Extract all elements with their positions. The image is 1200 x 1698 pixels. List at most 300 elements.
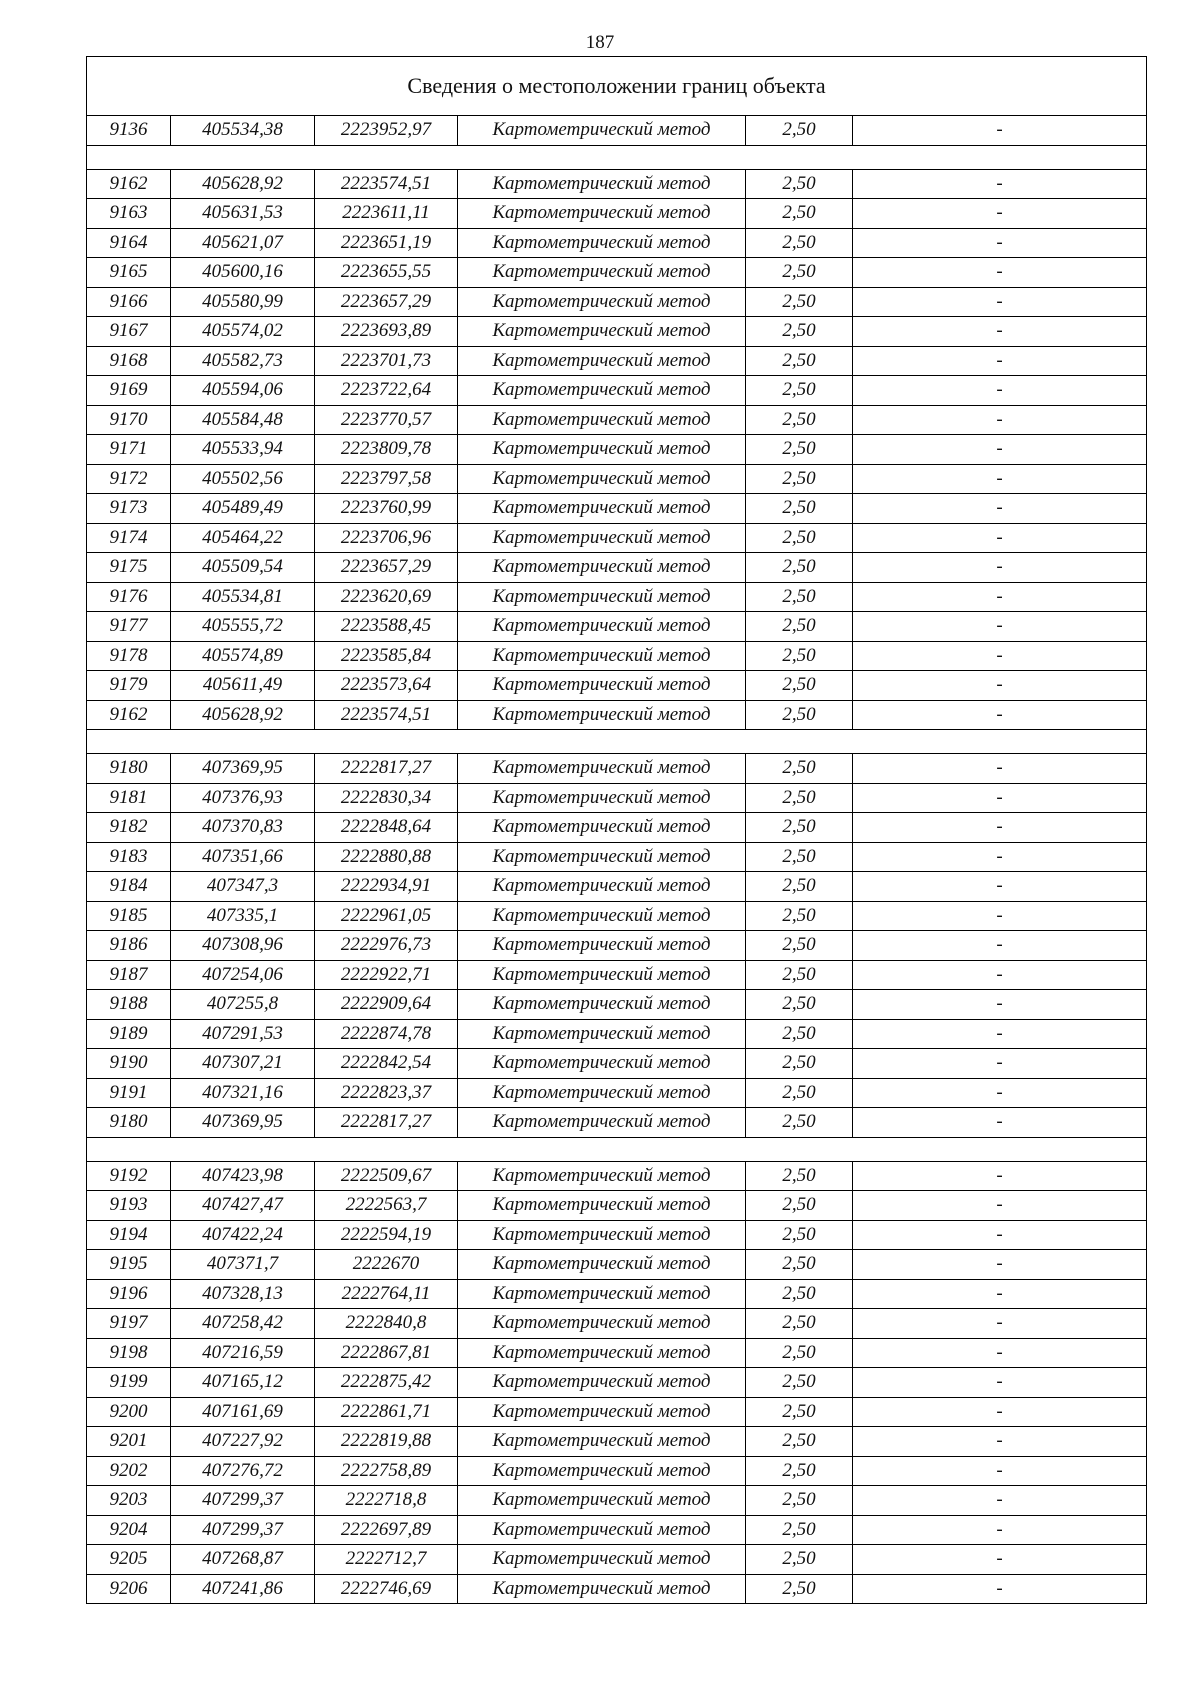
accuracy-cell: 2,50 <box>746 553 853 583</box>
method-cell: Картометрический метод <box>458 346 746 376</box>
accuracy-cell: 2,50 <box>746 1220 853 1250</box>
y-coordinate-cell: 2222819,88 <box>315 1427 458 1457</box>
point-number-cell: 9184 <box>87 872 171 902</box>
description-cell: - <box>853 813 1147 843</box>
y-coordinate-cell: 2223611,11 <box>315 199 458 229</box>
x-coordinate-cell: 407307,21 <box>171 1049 315 1079</box>
accuracy-cell: 2,50 <box>746 1250 853 1280</box>
description-cell: - <box>853 1309 1147 1339</box>
x-coordinate-cell: 407258,42 <box>171 1309 315 1339</box>
point-number-cell: 9206 <box>87 1574 171 1604</box>
point-number-cell: 9168 <box>87 346 171 376</box>
accuracy-cell: 2,50 <box>746 464 853 494</box>
point-number-cell: 9195 <box>87 1250 171 1280</box>
y-coordinate-cell: 2222909,64 <box>315 990 458 1020</box>
description-cell: - <box>853 641 1147 671</box>
point-number-cell: 9199 <box>87 1368 171 1398</box>
table-row <box>87 783 1147 813</box>
group-separator-row <box>87 730 1147 754</box>
y-coordinate-cell: 2223620,69 <box>315 582 458 612</box>
group-separator-row <box>87 145 1147 169</box>
accuracy-cell: 2,50 <box>746 671 853 701</box>
table-row <box>87 641 1147 671</box>
point-number-cell: 9186 <box>87 931 171 961</box>
point-number-cell: 9192 <box>87 1161 171 1191</box>
y-coordinate-cell: 2222670 <box>315 1250 458 1280</box>
point-number-cell: 9203 <box>87 1486 171 1516</box>
description-cell: - <box>853 228 1147 258</box>
method-cell: Картометрический метод <box>458 464 746 494</box>
point-number-cell: 9200 <box>87 1397 171 1427</box>
y-coordinate-cell: 2223651,19 <box>315 228 458 258</box>
accuracy-cell: 2,50 <box>746 872 853 902</box>
x-coordinate-cell: 407227,92 <box>171 1427 315 1457</box>
x-coordinate-cell: 407335,1 <box>171 901 315 931</box>
table-row <box>87 931 1147 961</box>
table-row <box>87 582 1147 612</box>
x-coordinate-cell: 407328,13 <box>171 1279 315 1309</box>
table-row <box>87 553 1147 583</box>
x-coordinate-cell: 405600,16 <box>171 258 315 288</box>
method-cell: Картометрический метод <box>458 1574 746 1604</box>
accuracy-cell: 2,50 <box>746 1309 853 1339</box>
method-cell: Картометрический метод <box>458 1338 746 1368</box>
point-number-cell: 9182 <box>87 813 171 843</box>
method-cell: Картометрический метод <box>458 1250 746 1280</box>
x-coordinate-cell: 407422,24 <box>171 1220 315 1250</box>
table-row <box>87 169 1147 199</box>
description-cell: - <box>853 435 1147 465</box>
description-cell: - <box>853 376 1147 406</box>
description-cell: - <box>853 990 1147 1020</box>
x-coordinate-cell: 405584,48 <box>171 405 315 435</box>
y-coordinate-cell: 2223588,45 <box>315 612 458 642</box>
table-row <box>87 842 1147 872</box>
method-cell: Картометрический метод <box>458 494 746 524</box>
point-number-cell: 9177 <box>87 612 171 642</box>
x-coordinate-cell: 407161,69 <box>171 1397 315 1427</box>
table-row <box>87 1220 1147 1250</box>
description-cell: - <box>853 582 1147 612</box>
description-cell: - <box>853 612 1147 642</box>
y-coordinate-cell: 2222934,91 <box>315 872 458 902</box>
x-coordinate-cell: 407321,16 <box>171 1078 315 1108</box>
y-coordinate-cell: 2223657,29 <box>315 553 458 583</box>
description-cell: - <box>853 1250 1147 1280</box>
table-row <box>87 1397 1147 1427</box>
description-cell: - <box>853 783 1147 813</box>
method-cell: Картометрический метод <box>458 1279 746 1309</box>
table-row <box>87 116 1147 146</box>
y-coordinate-cell: 2223574,51 <box>315 700 458 730</box>
table-title-row <box>87 57 1147 116</box>
point-number-cell: 9185 <box>87 901 171 931</box>
table-row <box>87 1279 1147 1309</box>
accuracy-cell: 2,50 <box>746 582 853 612</box>
accuracy-cell: 2,50 <box>746 1019 853 1049</box>
accuracy-cell: 2,50 <box>746 700 853 730</box>
point-number-cell: 9204 <box>87 1515 171 1545</box>
point-number-cell: 9170 <box>87 405 171 435</box>
y-coordinate-cell: 2223701,73 <box>315 346 458 376</box>
table-row <box>87 258 1147 288</box>
point-number-cell: 9198 <box>87 1338 171 1368</box>
y-coordinate-cell: 2222861,71 <box>315 1397 458 1427</box>
method-cell: Картометрический метод <box>458 783 746 813</box>
description-cell: - <box>853 931 1147 961</box>
method-cell: Картометрический метод <box>458 960 746 990</box>
description-cell: - <box>853 1456 1147 1486</box>
method-cell: Картометрический метод <box>458 1191 746 1221</box>
page-number: 187 <box>585 32 615 53</box>
x-coordinate-cell: 405464,22 <box>171 523 315 553</box>
accuracy-cell: 2,50 <box>746 1279 853 1309</box>
description-cell: - <box>853 1574 1147 1604</box>
description-cell: - <box>853 258 1147 288</box>
method-cell: Картометрический метод <box>458 199 746 229</box>
method-cell: Картометрический метод <box>458 582 746 612</box>
method-cell: Картометрический метод <box>458 523 746 553</box>
table-row <box>87 901 1147 931</box>
table-row <box>87 287 1147 317</box>
point-number-cell: 9165 <box>87 258 171 288</box>
table-row <box>87 612 1147 642</box>
accuracy-cell: 2,50 <box>746 258 853 288</box>
x-coordinate-cell: 407255,8 <box>171 990 315 1020</box>
method-cell: Картометрический метод <box>458 228 746 258</box>
y-coordinate-cell: 2222867,81 <box>315 1338 458 1368</box>
method-cell: Картометрический метод <box>458 612 746 642</box>
point-number-cell: 9188 <box>87 990 171 1020</box>
table-row <box>87 1019 1147 1049</box>
accuracy-cell: 2,50 <box>746 783 853 813</box>
accuracy-cell: 2,50 <box>746 287 853 317</box>
y-coordinate-cell: 2222817,27 <box>315 754 458 784</box>
x-coordinate-cell: 405502,56 <box>171 464 315 494</box>
method-cell: Картометрический метод <box>458 258 746 288</box>
table-row <box>87 199 1147 229</box>
description-cell: - <box>853 494 1147 524</box>
description-cell: - <box>853 960 1147 990</box>
point-number-cell: 9163 <box>87 199 171 229</box>
y-coordinate-cell: 2223952,97 <box>315 116 458 146</box>
table-row <box>87 1574 1147 1604</box>
table-row <box>87 1338 1147 1368</box>
accuracy-cell: 2,50 <box>746 116 853 146</box>
y-coordinate-cell: 2223574,51 <box>315 169 458 199</box>
description-cell: - <box>853 523 1147 553</box>
accuracy-cell: 2,50 <box>746 1078 853 1108</box>
x-coordinate-cell: 407308,96 <box>171 931 315 961</box>
point-number-cell: 9164 <box>87 228 171 258</box>
accuracy-cell: 2,50 <box>746 523 853 553</box>
point-number-cell: 9180 <box>87 754 171 784</box>
table-row <box>87 1515 1147 1545</box>
description-cell: - <box>853 1078 1147 1108</box>
accuracy-cell: 2,50 <box>746 1368 853 1398</box>
table-row <box>87 346 1147 376</box>
method-cell: Картометрический метод <box>458 169 746 199</box>
table-row <box>87 700 1147 730</box>
method-cell: Картометрический метод <box>458 1019 746 1049</box>
accuracy-cell: 2,50 <box>746 228 853 258</box>
point-number-cell: 9176 <box>87 582 171 612</box>
table-row <box>87 1486 1147 1516</box>
x-coordinate-cell: 407165,12 <box>171 1368 315 1398</box>
y-coordinate-cell: 2223693,89 <box>315 317 458 347</box>
table-title: Сведения о местоположении границ объекта <box>87 57 1147 116</box>
description-cell: - <box>853 116 1147 146</box>
method-cell: Картометрический метод <box>458 1309 746 1339</box>
description-cell: - <box>853 700 1147 730</box>
y-coordinate-cell: 2222922,71 <box>315 960 458 990</box>
accuracy-cell: 2,50 <box>746 199 853 229</box>
method-cell: Картометрический метод <box>458 700 746 730</box>
description-cell: - <box>853 1191 1147 1221</box>
x-coordinate-cell: 407427,47 <box>171 1191 315 1221</box>
x-coordinate-cell: 405594,06 <box>171 376 315 406</box>
accuracy-cell: 2,50 <box>746 1108 853 1138</box>
accuracy-cell: 2,50 <box>746 1427 853 1457</box>
x-coordinate-cell: 405621,07 <box>171 228 315 258</box>
y-coordinate-cell: 2222875,42 <box>315 1368 458 1398</box>
accuracy-cell: 2,50 <box>746 641 853 671</box>
table-row <box>87 671 1147 701</box>
x-coordinate-cell: 407299,37 <box>171 1515 315 1545</box>
description-cell: - <box>853 1161 1147 1191</box>
description-cell: - <box>853 287 1147 317</box>
x-coordinate-cell: 407216,59 <box>171 1338 315 1368</box>
x-coordinate-cell: 407370,83 <box>171 813 315 843</box>
x-coordinate-cell: 407241,86 <box>171 1574 315 1604</box>
y-coordinate-cell: 2223585,84 <box>315 641 458 671</box>
method-cell: Картометрический метод <box>458 116 746 146</box>
description-cell: - <box>853 1486 1147 1516</box>
point-number-cell: 9175 <box>87 553 171 583</box>
table-row <box>87 1309 1147 1339</box>
group-separator-cell <box>87 145 1147 169</box>
y-coordinate-cell: 2222961,05 <box>315 901 458 931</box>
accuracy-cell: 2,50 <box>746 1456 853 1486</box>
description-cell: - <box>853 1515 1147 1545</box>
x-coordinate-cell: 407351,66 <box>171 842 315 872</box>
point-number-cell: 9190 <box>87 1049 171 1079</box>
accuracy-cell: 2,50 <box>746 612 853 642</box>
point-number-cell: 9189 <box>87 1019 171 1049</box>
accuracy-cell: 2,50 <box>746 813 853 843</box>
y-coordinate-cell: 2222817,27 <box>315 1108 458 1138</box>
x-coordinate-cell: 407369,95 <box>171 1108 315 1138</box>
y-coordinate-cell: 2222840,8 <box>315 1309 458 1339</box>
point-number-cell: 9191 <box>87 1078 171 1108</box>
accuracy-cell: 2,50 <box>746 1545 853 1575</box>
point-number-cell: 9173 <box>87 494 171 524</box>
x-coordinate-cell: 405611,49 <box>171 671 315 701</box>
table-row <box>87 435 1147 465</box>
method-cell: Картометрический метод <box>458 1545 746 1575</box>
table-row <box>87 1161 1147 1191</box>
method-cell: Картометрический метод <box>458 317 746 347</box>
x-coordinate-cell: 405580,99 <box>171 287 315 317</box>
accuracy-cell: 2,50 <box>746 1338 853 1368</box>
method-cell: Картометрический метод <box>458 1456 746 1486</box>
method-cell: Картометрический метод <box>458 901 746 931</box>
method-cell: Картометрический метод <box>458 1220 746 1250</box>
y-coordinate-cell: 2222830,34 <box>315 783 458 813</box>
x-coordinate-cell: 407369,95 <box>171 754 315 784</box>
point-number-cell: 9174 <box>87 523 171 553</box>
group-separator-cell <box>87 1137 1147 1161</box>
x-coordinate-cell: 405509,54 <box>171 553 315 583</box>
description-cell: - <box>853 1220 1147 1250</box>
method-cell: Картометрический метод <box>458 376 746 406</box>
description-cell: - <box>853 464 1147 494</box>
table-row <box>87 1078 1147 1108</box>
group-separator-row <box>87 1137 1147 1161</box>
accuracy-cell: 2,50 <box>746 494 853 524</box>
description-cell: - <box>853 1108 1147 1138</box>
description-cell: - <box>853 1019 1147 1049</box>
table-body <box>87 57 1147 1604</box>
point-number-cell: 9162 <box>87 169 171 199</box>
accuracy-cell: 2,50 <box>746 1574 853 1604</box>
accuracy-cell: 2,50 <box>746 1486 853 1516</box>
method-cell: Картометрический метод <box>458 813 746 843</box>
table-row <box>87 990 1147 1020</box>
table-row <box>87 1108 1147 1138</box>
description-cell: - <box>853 199 1147 229</box>
accuracy-cell: 2,50 <box>746 405 853 435</box>
description-cell: - <box>853 842 1147 872</box>
point-number-cell: 9187 <box>87 960 171 990</box>
y-coordinate-cell: 2223760,99 <box>315 494 458 524</box>
x-coordinate-cell: 407376,93 <box>171 783 315 813</box>
x-coordinate-cell: 407291,53 <box>171 1019 315 1049</box>
x-coordinate-cell: 405574,02 <box>171 317 315 347</box>
description-cell: - <box>853 1049 1147 1079</box>
table-row <box>87 1049 1147 1079</box>
accuracy-cell: 2,50 <box>746 754 853 784</box>
x-coordinate-cell: 405534,81 <box>171 582 315 612</box>
y-coordinate-cell: 2222848,64 <box>315 813 458 843</box>
y-coordinate-cell: 2222746,69 <box>315 1574 458 1604</box>
table-row <box>87 1250 1147 1280</box>
x-coordinate-cell: 407347,3 <box>171 872 315 902</box>
x-coordinate-cell: 405489,49 <box>171 494 315 524</box>
description-cell: - <box>853 169 1147 199</box>
point-number-cell: 9179 <box>87 671 171 701</box>
method-cell: Картометрический метод <box>458 641 746 671</box>
y-coordinate-cell: 2223722,64 <box>315 376 458 406</box>
x-coordinate-cell: 407268,87 <box>171 1545 315 1575</box>
point-number-cell: 9201 <box>87 1427 171 1457</box>
table-row <box>87 1368 1147 1398</box>
y-coordinate-cell: 2222764,11 <box>315 1279 458 1309</box>
point-number-cell: 9205 <box>87 1545 171 1575</box>
point-number-cell: 9166 <box>87 287 171 317</box>
description-cell: - <box>853 346 1147 376</box>
method-cell: Картометрический метод <box>458 1049 746 1079</box>
boundary-coordinates-table <box>86 56 1147 1604</box>
table-row <box>87 1456 1147 1486</box>
y-coordinate-cell: 2223655,55 <box>315 258 458 288</box>
y-coordinate-cell: 2222823,37 <box>315 1078 458 1108</box>
x-coordinate-cell: 405533,94 <box>171 435 315 465</box>
table-row <box>87 1427 1147 1457</box>
point-number-cell: 9180 <box>87 1108 171 1138</box>
y-coordinate-cell: 2223706,96 <box>315 523 458 553</box>
x-coordinate-cell: 407371,7 <box>171 1250 315 1280</box>
y-coordinate-cell: 2222758,89 <box>315 1456 458 1486</box>
x-coordinate-cell: 407276,72 <box>171 1456 315 1486</box>
description-cell: - <box>853 671 1147 701</box>
point-number-cell: 9171 <box>87 435 171 465</box>
point-number-cell: 9178 <box>87 641 171 671</box>
accuracy-cell: 2,50 <box>746 990 853 1020</box>
method-cell: Картометрический метод <box>458 435 746 465</box>
y-coordinate-cell: 2222880,88 <box>315 842 458 872</box>
description-cell: - <box>853 754 1147 784</box>
table-row <box>87 754 1147 784</box>
accuracy-cell: 2,50 <box>746 1049 853 1079</box>
y-coordinate-cell: 2222718,8 <box>315 1486 458 1516</box>
accuracy-cell: 2,50 <box>746 960 853 990</box>
y-coordinate-cell: 2222697,89 <box>315 1515 458 1545</box>
accuracy-cell: 2,50 <box>746 376 853 406</box>
table-row <box>87 960 1147 990</box>
point-number-cell: 9194 <box>87 1220 171 1250</box>
method-cell: Картометрический метод <box>458 671 746 701</box>
x-coordinate-cell: 405628,92 <box>171 169 315 199</box>
description-cell: - <box>853 1368 1147 1398</box>
method-cell: Картометрический метод <box>458 1397 746 1427</box>
y-coordinate-cell: 2223809,78 <box>315 435 458 465</box>
x-coordinate-cell: 407299,37 <box>171 1486 315 1516</box>
description-cell: - <box>853 1427 1147 1457</box>
method-cell: Картометрический метод <box>458 931 746 961</box>
method-cell: Картометрический метод <box>458 1486 746 1516</box>
table-row <box>87 813 1147 843</box>
point-number-cell: 9167 <box>87 317 171 347</box>
accuracy-cell: 2,50 <box>746 317 853 347</box>
method-cell: Картометрический метод <box>458 1078 746 1108</box>
method-cell: Картометрический метод <box>458 1108 746 1138</box>
description-cell: - <box>853 1279 1147 1309</box>
description-cell: - <box>853 317 1147 347</box>
method-cell: Картометрический метод <box>458 1161 746 1191</box>
method-cell: Картометрический метод <box>458 1515 746 1545</box>
method-cell: Картометрический метод <box>458 842 746 872</box>
x-coordinate-cell: 405582,73 <box>171 346 315 376</box>
description-cell: - <box>853 872 1147 902</box>
method-cell: Картометрический метод <box>458 405 746 435</box>
y-coordinate-cell: 2222563,7 <box>315 1191 458 1221</box>
point-number-cell: 9183 <box>87 842 171 872</box>
x-coordinate-cell: 407254,06 <box>171 960 315 990</box>
point-number-cell: 9202 <box>87 1456 171 1486</box>
description-cell: - <box>853 553 1147 583</box>
x-coordinate-cell: 405534,38 <box>171 116 315 146</box>
point-number-cell: 9169 <box>87 376 171 406</box>
x-coordinate-cell: 405574,89 <box>171 641 315 671</box>
accuracy-cell: 2,50 <box>746 169 853 199</box>
accuracy-cell: 2,50 <box>746 901 853 931</box>
x-coordinate-cell: 407423,98 <box>171 1161 315 1191</box>
accuracy-cell: 2,50 <box>746 435 853 465</box>
y-coordinate-cell: 2223573,64 <box>315 671 458 701</box>
group-separator-cell <box>87 730 1147 754</box>
accuracy-cell: 2,50 <box>746 1191 853 1221</box>
